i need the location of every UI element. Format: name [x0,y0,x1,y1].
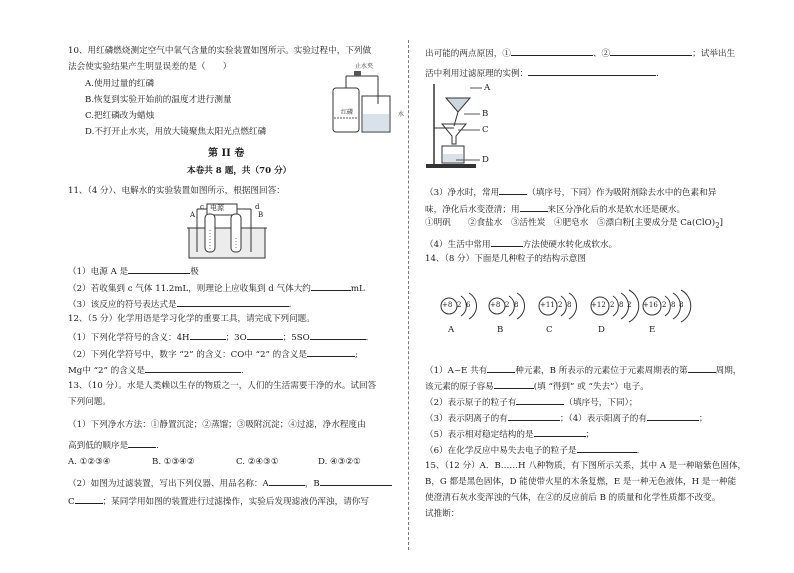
q11-line2 [68,282,365,294]
q11-blank-3[interactable] [177,298,289,307]
q13-line2-text: 高到低的顺序是 [68,441,129,451]
q14-blank-6[interactable] [647,412,699,421]
q13-line3-b: ，B [304,479,320,489]
q13-blank-9[interactable] [520,203,548,212]
atom-c-label: C [546,325,553,335]
q12-blank-5[interactable] [145,364,241,373]
q12-line1-c: ；5SO [282,333,310,343]
fig-label-D2: D [482,155,489,165]
cont1-a: 出可能的两点原因，① [425,49,511,59]
q13-cont-line2: 活中利用过滤原理的实例： . [425,69,659,79]
q3-3: ①明矾 ②食盐水 ③活性炭 ④肥皂水 ⑤漂白粉[主要成分是 Ca(ClO) [425,218,716,228]
q13-3-line1 [425,186,716,198]
q14-line2 [425,380,649,392]
q14-2b: (填 “得到” 或 “失去”）电子。 [533,382,649,392]
q14-1a: （1）A~E 共有 [425,366,488,376]
q14-blank-8[interactable] [577,444,637,453]
q13-3-line3: ①明矾 ②食盐水 ③活性炭 ④肥皂水 ⑤漂白粉[主要成分是 $Ca(ClO)_2$] [425,218,724,230]
atom-b-label: B [497,325,504,335]
q13-stem-line1: 13、（10 分）。水是人类赖以生存的物质之一，人们的生活需要干净的水。试回答 [68,381,377,391]
q12-line3-b: 中 “2” 的含义是 [82,366,145,376]
q13-line4-b: ；某同学用如图的装置进行过滤操作，实验后发现滤液仍浑浊，请你写 [102,497,369,507]
part-ii-title: 第 II 卷 [208,148,245,159]
atom-b-nucleus: +8 [490,301,501,309]
q10-stem-line2: 法会使实验结果产生明显误差的是（ ） [68,62,232,72]
atom-d-shell1: 2 [610,301,615,309]
q14-line3 [425,396,637,408]
fig-label-C2: C [482,125,489,135]
q11-line1-tail: 极 [190,267,199,277]
q14-4a: （3）表示阴离子的有 [425,414,508,424]
q13-line1: （1）下列净水方法：①静置沉淀；②蒸馏；③吸附沉淀；④过滤，净水程度由 [68,420,366,430]
q13-blank-1[interactable] [128,439,156,448]
q14-blank-2[interactable] [688,364,716,373]
q11-blank-1[interactable] [128,265,190,274]
atom-a-shell1: 2 [457,301,462,309]
q11-line1-text: （1）电源 A 是 [68,267,129,277]
fig-label-B: B [258,211,264,219]
q10-option-b: B.恢复到实验开始前的温度才进行测量 [85,95,232,105]
atom-a-label: A [448,325,455,335]
q13-blank-2[interactable] [269,477,305,486]
q14-line1 [425,364,741,376]
q14-blank-3[interactable] [494,380,534,389]
q13-blank-6[interactable] [610,47,692,56]
atom-b-shell1: 2 [505,301,510,309]
q14-line4: （3）表示阴离子的有 ；（4）表示阳离子的有 ； [425,414,708,424]
q14-blank-1[interactable] [487,364,515,373]
cont1-c: ；试举出生 [692,49,736,59]
fig-label-water: 水 [398,111,405,118]
q12-blank-1[interactable] [190,331,226,340]
q12-line2: （2）下列化学符号中，数字 “2” 的含义：CO中 “2” 的含义是 ; [68,350,358,360]
q13-blank-10[interactable] [491,238,523,247]
q15-line2: B，G 都是黑色固体，D 能使带火星的木条复燃，E 是一种无色液体，H 是一种能 [425,477,737,487]
atom-d-shell2: 8 [619,301,624,309]
q11-line3: （3）该反应的符号表达式是 . [68,300,292,310]
q13-option-c: C. ②④③① [236,457,279,467]
fig-label-clamp: 止水夹 [355,63,374,70]
q12-line2-b: 中 “2” 的含义是 [244,350,307,360]
q12-line1-a: （1）下列化学符号的含义：4H [68,333,190,343]
q10-option-c: C.把红磷改为蜡烛 [85,111,155,121]
q11-line3-text: （3）该反应的符号表达式是 [68,300,177,310]
cont2-a: 活中利用过滤原理的实例： [425,69,529,79]
fig-label-c: c [200,203,204,211]
atom-e-shell3: 8 [679,301,684,309]
q14-3b: （填序号，下同）； [564,398,638,408]
q14-5a: （5）表示相对稳定结构的是 [425,430,534,440]
q12-blank-4[interactable] [307,348,355,357]
q4a: （4）生活中常用 [425,240,491,250]
q10-option-a: A.使用过量的红磷 [85,79,155,89]
q13-cont-line1 [425,47,735,59]
fig-label-d: d [255,203,260,211]
atom-c-shell2: 8 [567,301,572,309]
q10-stem-line1: 10、用红磷燃烧测定空气中氧气含量的实验装置如图所示。实验过程中，下列做 [68,46,372,56]
q14-blank-7[interactable] [534,428,586,437]
atom-c-nucleus: +11 [540,301,555,309]
q13-blank-8[interactable] [499,186,527,195]
atom-e-nucleus: +16 [643,301,658,309]
q3-1b: （填序号，下同）作为吸附剂除去水中的色素和异 [527,188,717,198]
q14-6a: （6）在化学反应中易失去电子的粒子是 [425,446,577,456]
atom-b-shell2: 8 [514,301,519,309]
column-divider [408,40,409,550]
q11-stem: 11、（4 分）、电解水的实验装置如图所示，根据图回答： [68,186,285,196]
q13-blank-5[interactable] [511,47,593,56]
q12-line3: Mg中 “2” 的含义是 . [68,366,244,376]
cont1-b: 、② [592,49,611,59]
q14-line6: （6）在化学反应中易失去电子的粒子是 . [425,446,640,456]
atom-c-shell1: 2 [558,301,563,309]
q14-2a: 该元素的原子容易 [425,382,494,392]
q15-line3: 使澄清石灰水变浑浊的气体，在②的反应前后 B 的质量和化学性质都不改变。 [425,493,721,503]
q14-stem: 14、（8 分）下面是几种粒子的结构示意图 [425,254,586,264]
q14-1b: 种元素，B 所表示的元素位于元素周期表的第 [515,366,688,376]
q13-option-b: B. ①③④② [152,457,195,467]
red-phosphorus-apparatus-figure [326,63,406,136]
q12-line2-a: （2）下列化学符号中，数字 “2” 的含义：CO [68,350,245,360]
q3-2b: 来区分净化后的水是软水还是硬水。 [547,205,686,215]
fig-label-power: 电源 [210,204,224,212]
q12-blank-2[interactable] [247,331,283,340]
q13-line4-a: C [68,497,75,507]
q14-line5: （5）表示相对稳定结构的是 ； [425,430,595,440]
q13-blank-7[interactable] [528,67,656,76]
atom-e-shell1: 2 [662,301,667,309]
q13-stem-line2: 下列问题。 [68,397,111,407]
q14-4b: ；（4）表示阳离子的有 [559,414,647,424]
q11-line1 [68,265,199,277]
q13-blank-3[interactable] [320,477,392,486]
q11-line2-text: （2）若收集到 c 气体 11.2mL，则理论上应收集到 d 气体大约 [68,284,311,294]
atom-a-shell2: 6 [466,301,471,309]
q13-4-line [425,238,617,250]
q11-blank-2[interactable] [311,282,351,291]
fig-label-red-phosphorus: 红磷 [341,109,354,116]
q15-line4: 试推断： [425,509,460,519]
q13-blank-4[interactable] [75,495,103,504]
q13-line2: 高到低的顺序是 . [68,441,159,451]
q12-line1: （1）下列化学符号的含义：4H ；3O ；5SO . [68,333,369,343]
q13-option-a: A. ①②③④ [68,457,111,467]
q3-1a: （3）净水时，常用 [425,188,500,198]
q15-line1: 15、（12 分）A．B……H 八种物质，有下图所示关系，其中 A 是一种暗紫色固体， [425,461,747,471]
q12-blank-3[interactable] [310,331,366,340]
q4b: 方法使硬水转化成软水。 [522,240,618,250]
q14-3a: （2）表示原子的粒子有 [425,398,517,408]
q12-stem: 12、（5 分）化学用语是学习化学的重要工具，请完成下列问题。 [68,314,315,324]
fig-label-B2: B [482,109,489,119]
q3-2a: 味，净化后水变澄清；用 [425,205,520,215]
fig-label-A: A [190,211,196,219]
part-ii-subtitle: 本卷共 8 题，共（70 分） [187,166,292,176]
atom-a-nucleus: +8 [442,301,453,309]
q11-line2-tail: mL [350,284,365,294]
atom-d-nucleus: +12 [591,301,606,309]
q14-1c: 周期， [715,366,742,376]
q13-line3 [68,477,392,489]
atom-d-shell3: 2 [627,301,632,309]
q14-blank-4[interactable] [516,396,564,405]
fig-label-A2: A [484,83,491,93]
q13-line3-a: （2）如图为过滤装置，写出下列仪器、用品名称：A [68,479,269,489]
q14-blank-5[interactable] [508,412,560,421]
atom-e-label: E [649,325,656,335]
q13-line4 [68,495,369,507]
q13-option-d: D. ④③②① [318,457,361,467]
q12-line3-a: Mg [68,366,83,376]
atom-e-shell2: 8 [671,301,676,309]
atom-d-label: D [598,325,605,335]
q12-line1-b: ；3O [225,333,247,343]
q13-3-line2 [425,203,685,215]
q10-option-d: D.不打开止水夹，用放大镜聚焦太阳光点燃红磷 [85,127,267,137]
